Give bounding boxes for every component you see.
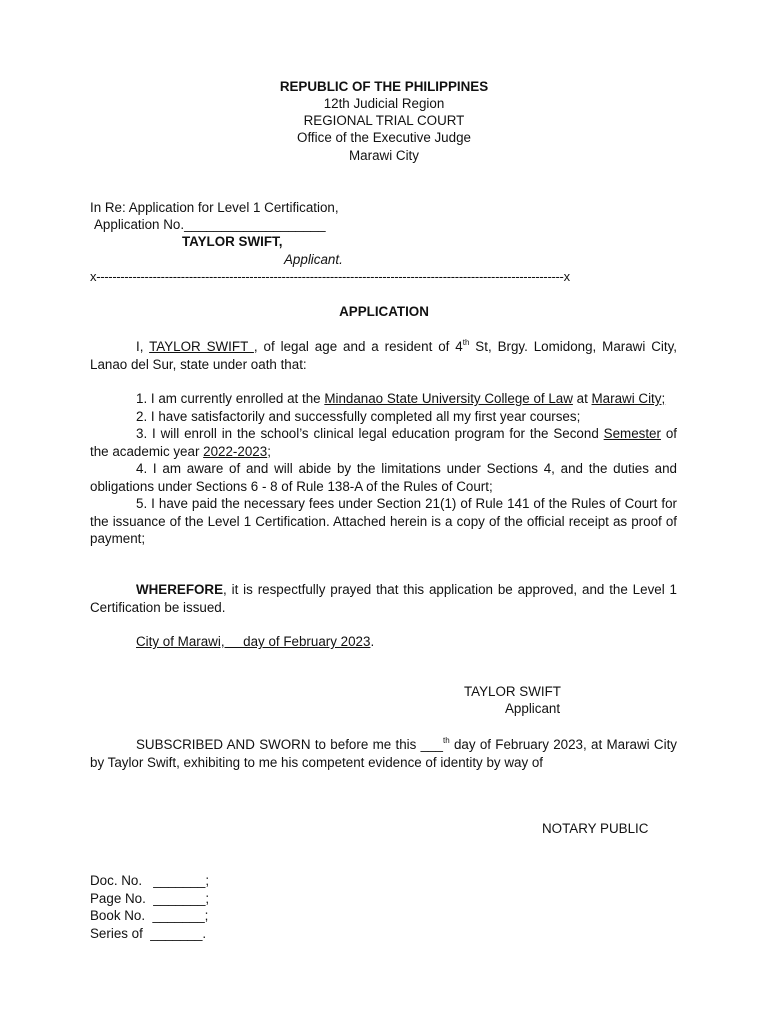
place-date [136,634,374,649]
item-3-semester: Semester [603,426,661,441]
notarial-page: Page No. _______; [90,891,210,906]
notary-public: NOTARY PUBLIC [542,821,649,836]
item-2: 2. I have satisfactorily and successfully completed all my first year courses; [136,408,581,424]
notarial-doc: Doc. No. _______; [90,873,210,888]
jurat-sup: th [442,735,450,745]
header-republic: REPUBLIC OF THE PHILIPPINES [279,79,489,94]
wherefore-bold: WHEREFORE [136,582,224,597]
item-1-city: Marawi City; [591,391,666,406]
notarial-book: Book No. _______; [90,908,209,923]
header-region: 12th Judicial Region [323,96,445,111]
signature-name: TAYLOR SWIFT [464,684,561,699]
item-3 [90,425,677,460]
intro-sup: th [462,337,470,347]
item-3-prefix: 3. I will enroll in the school’s clinical legal education program for the Second [136,426,604,441]
wherefore-rest: , it is respectfully prayed that this application be approved, and the Level 1 Certification be issued. [90,582,677,615]
caption-applicant-name: TAYLOR SWIFT, [182,234,283,249]
caption-application-no: Application No.___________________ [94,217,326,232]
item-4: 4. I am aware of and will abide by the limitations under Sections 4, and the duties and obligations under Sections 6 - 8 of Rule 138-A of the Rules of Court; [90,461,677,494]
caption-applicant-role: Applicant. [284,252,343,267]
caption-in-re: In Re: Application for Level 1 Certification, [90,200,339,215]
notarial-series: Series of _______. [90,926,207,941]
place-date-end: . [370,634,375,649]
item-3-mid: of the academic year [90,426,678,459]
jurat-prefix: SUBSCRIBED AND SWORN to before me this ___ [136,737,443,752]
item-5: 5. I have paid the necessary fees under Section 21(1) of Rule 141 of the Rules of Court for the issuance of the Level 1 Certification. Attached herein is a copy of the official receipt as proof of payment; [90,496,677,546]
wherefore-paragraph [90,581,677,616]
items-block [90,390,677,548]
document-title: APPLICATION [339,304,429,319]
item-3-suffix: ; [267,443,271,459]
item-1-prefix: 1. I am currently enrolled at the [136,391,325,406]
jurat-suffix: day of February 2023, at Marawi City by Taylor Swift, exhibiting to me his competent evidence of identity by way of [90,737,677,770]
item-1-mid: at [572,391,592,406]
intro-name: TAYLOR SWIFT [149,339,254,354]
item-1-school: Mindanao State University College of Law [324,391,573,406]
intro-mid: , of legal age and a resident of 4 [253,339,463,354]
item-1 [90,390,677,408]
place-date-text: City of Marawi, day of February 2023 [136,634,371,649]
jurat-paragraph [90,736,677,771]
separator-line: x--------------------------------------------------------------------------------------------------------------------x [90,269,570,284]
intro-prefix: I, [136,339,150,354]
signature-role: Applicant [505,701,561,716]
intro-paragraph [90,338,677,373]
header-office: Office of the Executive Judge [297,130,471,145]
item-3-year: 2022-2023 [203,443,268,459]
intro-suffix: St, Brgy. Lomidong, Marawi City, Lanao del Sur, state under oath that: [90,339,678,372]
header-court: REGIONAL TRIAL COURT [303,113,465,128]
header-city: Marawi City [349,148,419,163]
